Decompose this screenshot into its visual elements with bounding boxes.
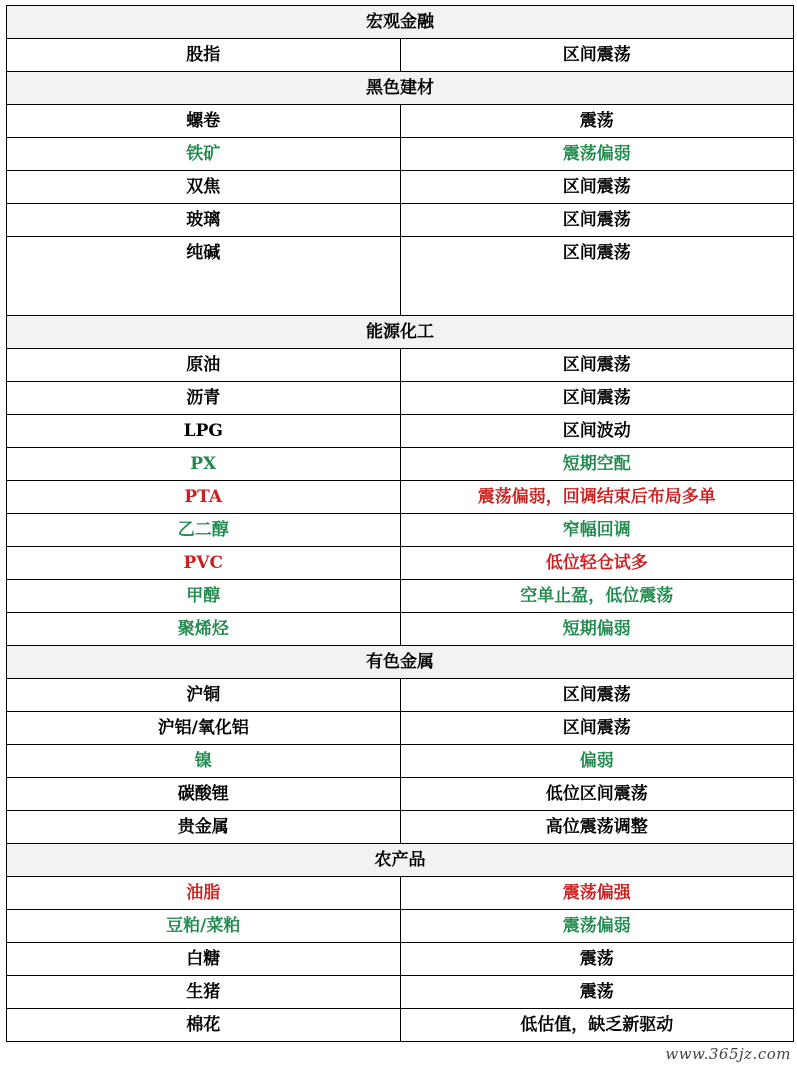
market-view: 震荡偏弱 [400, 138, 794, 171]
market-view: 区间震荡 [400, 171, 794, 204]
commodity-name: 贵金属 [7, 811, 401, 844]
table-body [7, 6, 794, 1042]
commodity-name: 碳酸锂 [7, 778, 401, 811]
market-view: 低位轻仓试多 [400, 547, 794, 580]
commodity-name: 螺卷 [7, 105, 401, 138]
section-header-row [7, 316, 794, 349]
table-row [7, 514, 794, 547]
table-row [7, 910, 794, 943]
section-title: 黑色建材 [7, 72, 794, 105]
commodity-name: 原油 [7, 349, 401, 382]
commodity-name: 股指 [7, 39, 401, 72]
table-row [7, 745, 794, 778]
commodity-name: 纯碱 [7, 237, 401, 316]
market-view: 震荡 [400, 105, 794, 138]
market-view: 震荡 [400, 943, 794, 976]
commodity-name: LPG [7, 415, 401, 448]
market-view: 区间波动 [400, 415, 794, 448]
market-view: 短期空配 [400, 448, 794, 481]
market-view: 区间震荡 [400, 712, 794, 745]
commodity-name: 生猪 [7, 976, 401, 1009]
table-row [7, 547, 794, 580]
market-view: 区间震荡 [400, 349, 794, 382]
section-title: 宏观金融 [7, 6, 794, 39]
commodity-name: 油脂 [7, 877, 401, 910]
table-row [7, 237, 794, 316]
market-view: 低位区间震荡 [400, 778, 794, 811]
table-row [7, 811, 794, 844]
table-row [7, 138, 794, 171]
market-view: 高位震荡调整 [400, 811, 794, 844]
section-header-row [7, 72, 794, 105]
table-row [7, 1009, 794, 1042]
market-view: 震荡 [400, 976, 794, 1009]
table-row [7, 613, 794, 646]
section-header-row [7, 646, 794, 679]
table-row [7, 204, 794, 237]
table-row [7, 382, 794, 415]
market-view: 区间震荡 [400, 679, 794, 712]
table-row [7, 415, 794, 448]
table-row [7, 448, 794, 481]
commodity-name: 聚烯烃 [7, 613, 401, 646]
commodity-name: 白糖 [7, 943, 401, 976]
commodity-name: 玻璃 [7, 204, 401, 237]
commodity-name: PX [7, 448, 401, 481]
market-view: 区间震荡 [400, 39, 794, 72]
table-row [7, 877, 794, 910]
market-view-table [6, 5, 794, 1042]
commodity-name: 甲醇 [7, 580, 401, 613]
section-header-row [7, 844, 794, 877]
market-view: 空单止盈，低位震荡 [400, 580, 794, 613]
market-view: 区间震荡 [400, 382, 794, 415]
commodity-name: 沪铜 [7, 679, 401, 712]
market-view: 震荡偏强 [400, 877, 794, 910]
commodity-name: PVC [7, 547, 401, 580]
market-view: 震荡偏弱 [400, 910, 794, 943]
table-row [7, 712, 794, 745]
section-title: 农产品 [7, 844, 794, 877]
market-view: 窄幅回调 [400, 514, 794, 547]
table-row [7, 39, 794, 72]
market-view: 偏弱 [400, 745, 794, 778]
table-row [7, 171, 794, 204]
table-row [7, 943, 794, 976]
table-row [7, 976, 794, 1009]
commodity-name: 豆粕/菜粕 [7, 910, 401, 943]
market-view: 短期偏弱 [400, 613, 794, 646]
commodity-name: 乙二醇 [7, 514, 401, 547]
table-row [7, 778, 794, 811]
table-row [7, 349, 794, 382]
table-row [7, 481, 794, 514]
commodity-name: PTA [7, 481, 401, 514]
commodity-name: 铁矿 [7, 138, 401, 171]
table-row [7, 105, 794, 138]
commodity-name: 沪铝/氧化铝 [7, 712, 401, 745]
commodity-name: 沥青 [7, 382, 401, 415]
table-row [7, 580, 794, 613]
market-view: 区间震荡 [400, 237, 794, 316]
watermark: www.365jz.com [665, 1045, 791, 1063]
table-row [7, 679, 794, 712]
section-title: 有色金属 [7, 646, 794, 679]
market-view: 震荡偏弱，回调结束后布局多单 [400, 481, 794, 514]
market-view: 低估值，缺乏新驱动 [400, 1009, 794, 1042]
market-view: 区间震荡 [400, 204, 794, 237]
commodity-name: 镍 [7, 745, 401, 778]
section-header-row [7, 6, 794, 39]
commodity-name: 棉花 [7, 1009, 401, 1042]
section-title: 能源化工 [7, 316, 794, 349]
commodity-name: 双焦 [7, 171, 401, 204]
